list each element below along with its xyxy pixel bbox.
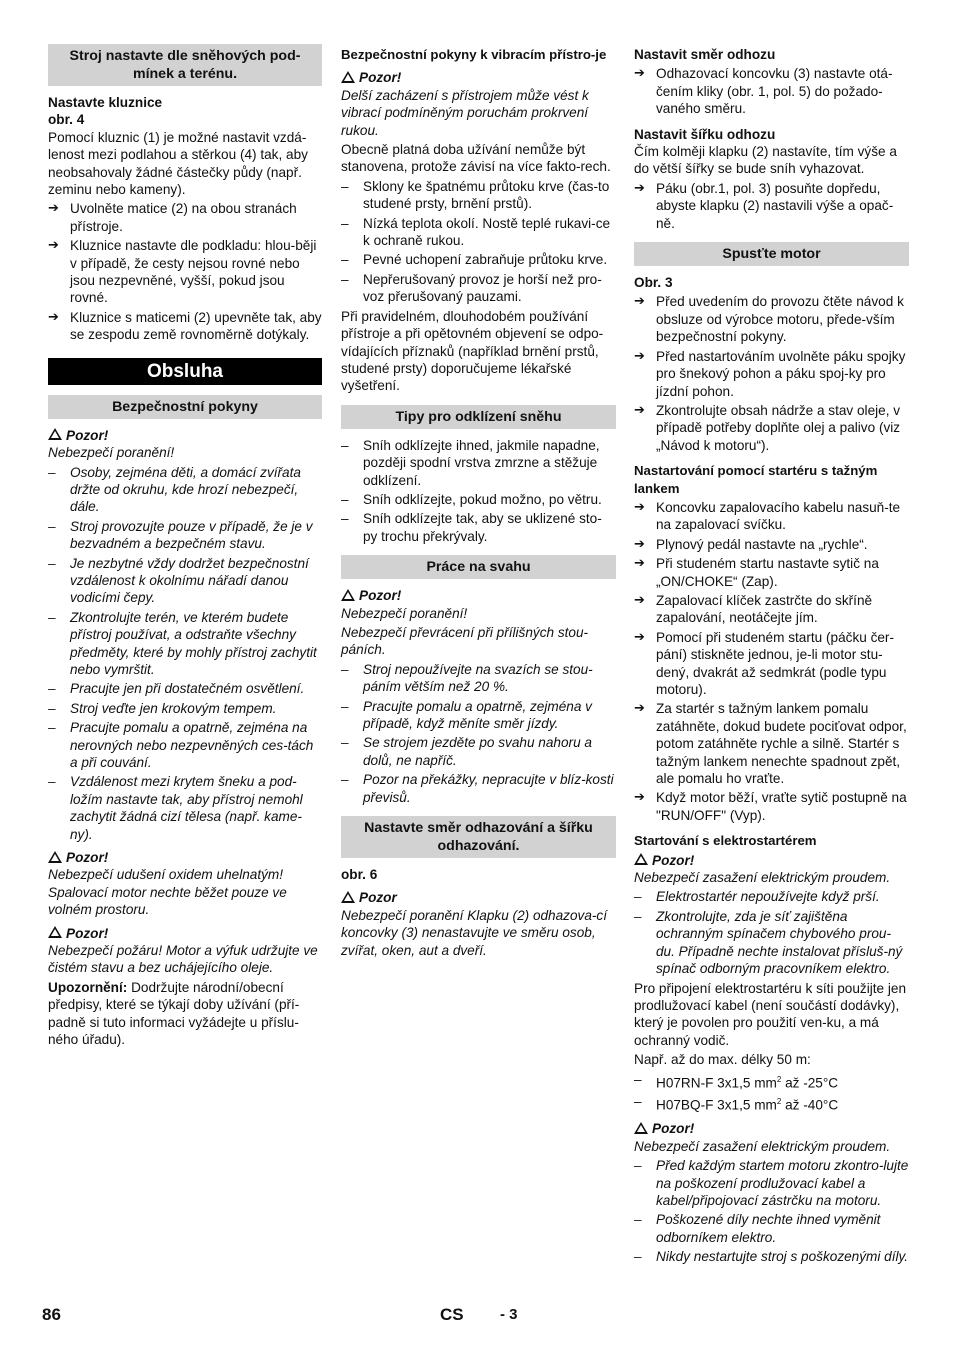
list-item: ➔ Před uvedením do provozu čtěte návod k obsluze od výrobce motoru, přede-vším bezpečnostní pokyny. [634, 293, 909, 345]
warning-heading [341, 587, 616, 604]
list-item: ➔ Koncovku zapalovacího kabelu nasuň-te na zapalovací svíčku. [634, 499, 909, 534]
paragraph: Např. až do max. délky 50 m: [634, 1052, 811, 1068]
list-item: ➔ Zapalovací klíček zastrčte do skříně zapalování, neotáčejte jím. [634, 592, 909, 627]
list-item: – Nikdy nestartujte stroj s poškozenými díly. [634, 1248, 909, 1265]
heading-electric-start: Startování s elektrostartérem [634, 833, 817, 849]
list-item: – Sníh odklízejte tak, aby se uklizené sto-py trochu překrývaly. [341, 510, 616, 545]
list-item: – Stroj nepoužívejte na svazích se stou-páním větším než 20 %. [341, 661, 616, 696]
list-item: – Nízká teplota okolí. Nostě teplé rukavi-ce k ochraně rukou. [341, 215, 616, 250]
list-item: – Stroj provozujte pouze v případě, že je v bezvadném a bezpečném stavu. [48, 518, 322, 553]
list-item: – Pozor na překážky, nepracujte v blíz-kosti převisů. [341, 771, 616, 806]
dash-list [341, 178, 616, 306]
warning-triangle-icon [634, 1122, 648, 1134]
list-item: ➔ Páku (obr.1, pol. 3) posuňte dopředu, abyste klapku (2) nastavili výše a opač-ně. [634, 180, 909, 232]
dash-list [634, 1071, 909, 1115]
heading-pull-start: Nastartování pomocí startéru s tažným lankem [634, 463, 878, 496]
paragraph: Pomocí kluznic (1) je možné nastavit vzdá-lenost mezi podlahou a stěrkou (4) tak, aby neobsahovaly žádné částečky půdy (např. zeminu nebo kameny). [48, 129, 308, 198]
list-item: ➔ Odhazovací koncovku (3) nastavte otá-čením kliky (obr. 1, pol. 5) do požado-vaného směru. [634, 65, 909, 117]
warning-label: Pozor! [66, 427, 109, 443]
list-item: – Před každým startem motoru zkontro-lujte na poškození prodlužovací kabel a kabel/připojovací zástrčku na motoru. [634, 1157, 909, 1209]
arrow-list [634, 499, 909, 824]
warning-heading [634, 852, 909, 869]
page-number: 86 [42, 1305, 61, 1324]
dash-list [341, 437, 616, 545]
list-item: – Nepřerušovaný provoz je horší než pro-voz přerušovaný pauzami. [341, 271, 616, 306]
warning-label: Pozor! [66, 850, 109, 866]
list-item: – Se strojem jezděte po svahu nahoru a dolů, ne napříč. [341, 734, 616, 769]
language-code: CS [440, 1305, 464, 1324]
list-item: – Poškozené díly nechte ihned vyměnit odborníkem elektro. [634, 1211, 909, 1246]
warning-label: Pozor! [66, 925, 109, 941]
section-page-number: - 3 [500, 1306, 518, 1323]
note-label: Upozornění: [48, 979, 128, 995]
list-item: – Pracujte pomalu a opatrně, zejména na nerovných nebo nezpevněných ces-tách a při couvání. [48, 719, 322, 771]
paragraph: Nebezpečí zasažení elektrickým proudem. [634, 1138, 891, 1154]
list-item: ➔ Zkontrolujte obsah nádrže a stav oleje, v případě potřeby doplňte olej a palivo (viz „Návod k motoru“). [634, 402, 909, 454]
warning-heading [48, 427, 322, 444]
paragraph: Nebezpečí poranění! [341, 605, 468, 621]
list-item: – Zkontrolujte, zda je síť zajištěna ochranným spínačem chybového prou-du. Případně nechte instalovat přísluš-ný spínač odborným pracovníkem elektro. [634, 908, 909, 978]
paragraph: Čím kolměji klapku (2) nastavíte, tím výše a do větší šířky se bude sníh vyhazovat. [634, 144, 897, 177]
warning-triangle-icon [341, 71, 355, 83]
list-item: ➔ Uvolněte matice (2) na obou stranách přístroje. [48, 200, 322, 235]
column-right [634, 44, 909, 1268]
section-header-safety: Bezpečnostní pokyny [48, 395, 322, 419]
list-item: – Sníh odklízejte, pokud možno, po větru. [341, 491, 616, 508]
list-item: ➔ Kluznice nastavte dle podkladu: hlou-běji v případě, že cesty nejsou rovné nebo jsou nezpevněné, vyšší, pokud jsou rovné. [48, 237, 322, 307]
paragraph: Při pravidelném, dlouhodobém používání přístroje a při opětovném objevení se odpo-vídajících příznaků (například brnění prstů, studené prsty) doporučujeme lékařské vyšetření. [341, 308, 604, 394]
list-item: – Vzdálenost mezi krytem šneku a pod-ložím nastavte tak, aby přístroj nemohl zachytit žádná cizí tělesa (např. kame-ny). [48, 773, 322, 843]
list-item: – Pracujte pomalu a opatrně, zejména v případě, když měníte směr jízdy. [341, 698, 616, 733]
list-item: ➔ Když motor běží, vraťte sytič postupně na "RUN/OFF" (Vyp). [634, 789, 909, 824]
paragraph: Nebezpečí udušení oxidem uhelnatým! Spalovací motor nechte běžet pouze ve volném prostoru. [48, 867, 287, 918]
section-header-snow-tips: Tipy pro odklízení sněhu [341, 405, 616, 429]
arrow-list [48, 200, 322, 343]
warning-label: Pozor! [652, 852, 695, 868]
section-header-snow-conditions: Stroj nastavte dle sněhových pod- mínek a terénu. [48, 44, 322, 86]
warning-label: Pozor! [652, 1121, 695, 1137]
arrow-list [634, 180, 909, 232]
list-item: ➔ Při studeném startu nastavte sytič na „ON/CHOKE“ (Zap). [634, 555, 909, 590]
paragraph: Nebezpečí převrácení při přílišných stou-páních. [341, 624, 589, 658]
warning-label: Pozor [359, 890, 397, 906]
warning-triangle-icon [341, 891, 355, 903]
paragraph: Nebezpečí poranění Klapku (2) odhazova-cí koncovky (3) nenastavujte ve směru osob, zvířat, oken, aut a dveří. [341, 907, 607, 958]
heading-throw-direction: Nastavit směr odhozu [634, 47, 776, 62]
arrow-list [634, 65, 909, 117]
paragraph: Nebezpečí poranění! [48, 445, 175, 461]
list-item: – Stroj veďte jen krokovým tempem. [48, 700, 322, 717]
column-middle [341, 44, 616, 961]
heading-throw-width: Nastavit šířku odhozu [634, 126, 776, 142]
warning-heading [341, 69, 616, 86]
list-item: ➔ Pomocí při studeném startu (páčku čer-pání) stiskněte jednou, je-li motor stu-dený, dvakrát až sedmkrát (podle typu motoru). [634, 629, 909, 699]
heading-kluznice: Nastavte kluznice [48, 95, 163, 110]
list-item: – Osoby, zejména děti, a domácí zvířata držte od okruhu, kde hrozí nebezpečí, dále. [48, 464, 322, 516]
list-item: – Pracujte jen při dostatečném osvětlení. [48, 680, 322, 697]
section-header-start-engine: Spusťte motor [634, 242, 909, 266]
list-item: ➔ Kluznice s maticemi (2) upevněte tak, aby se zespodu země rovnoměrně dotýkaly. [48, 309, 322, 344]
list-item: – Zkontrolujte terén, ve kterém budete přístroj používat, a odstraňte všechny předměty, které by mohly přístroj zachytit nebo vymrštit. [48, 609, 322, 679]
warning-heading [48, 849, 322, 866]
list-item: – Pevné uchopení zabraňuje průtoku krve. [341, 251, 616, 268]
warning-triangle-icon [634, 853, 648, 865]
dash-list [634, 1157, 909, 1265]
list-item: ➔ Za startér s tažným lankem pomalu zatáhněte, dokud budete pociťovat odpor, potom zatáhněte rychle a silně. Startér s tažným lankem nenechte spadnout zpět, ale pomalu ho vraťte. [634, 700, 909, 787]
list-item: – Sníh odklízejte ihned, jakmile napadne, později spodní vrstva zmrzne a stěžuje odklízení. [341, 437, 616, 489]
warning-triangle-icon [341, 589, 355, 601]
section-header-slope: Práce na svahu [341, 555, 616, 579]
warning-heading [634, 1120, 909, 1137]
paragraph: Obecně platná doba užívání nemůže být stanovena, protože závisí na více fakto-rech. [341, 142, 611, 175]
dash-list [341, 661, 616, 806]
section-header-throw-direction: Nastavte směr odhazování a šířku odhazování. [341, 816, 616, 858]
paragraph: Delší zacházení s přístrojem může vést k vibrací podmíněným poruchám prokrvení rukou. [341, 87, 589, 138]
warning-triangle-icon [48, 428, 62, 440]
warning-triangle-icon [48, 926, 62, 938]
warning-label: Pozor! [359, 588, 402, 604]
note-text: Dodržujte národní/obecní předpisy, které se týkají doby užívání (pří-padně si tuto informaci vyžádejte u příslu-ného úřadu). [48, 979, 300, 1048]
list-item-cable: – H07BQ-F 3x1,5 $mm^2$ až -40°C [634, 1093, 909, 1114]
column-left [48, 44, 322, 1051]
list-item: ➔ Plynový pedál nastavte na „rychle“. [634, 536, 909, 553]
warning-triangle-icon [48, 851, 62, 863]
list-item: ➔ Před nastartováním uvolněte páku spojky pro šnekový pohon a páku spoj-ky pro jízdní pohon. [634, 348, 909, 400]
list-item: – Je nezbytné vždy dodržet bezpečnostní vzdálenost k okolnímu nářadí danou vodicími čepy. [48, 555, 322, 607]
warning-label: Pozor! [359, 70, 402, 86]
list-item: – Sklony ke špatnému průtoku krve (čas-to studené prsty, brnění prstů). [341, 178, 616, 213]
note-paragraph [48, 979, 322, 1049]
warning-heading [341, 889, 616, 906]
figure-ref: obr. 4 [48, 112, 85, 128]
list-item-cable: – H07RN-F 3x1,5 $mm^2$ až -25°C [634, 1071, 909, 1092]
paragraph: Nebezpečí požáru! Motor a výfuk udržujte ve čistém stavu a bez uchájejícího oleje. [48, 943, 318, 976]
list-item: – Elektrostartér nepoužívejte když prší. [634, 888, 909, 905]
paragraph: Pro připojení elektrostartéru k síti použijte jen prodlužovací kabel (není součástí dodávky), který je povolen pro použití ven-ku, a má ochranný vodič. [634, 980, 907, 1048]
figure-ref: Obr. 3 [634, 275, 673, 291]
chapter-title-obsluha: Obsluha [48, 358, 322, 385]
dash-list [634, 888, 909, 977]
figure-ref: obr. 6 [341, 867, 378, 883]
arrow-list [634, 293, 909, 454]
heading-vibrations: Bezpečnostní pokyny k vibracím přístro-je [341, 47, 607, 62]
paragraph: Nebezpečí zasažení elektrickým proudem. [634, 870, 891, 886]
dash-list [48, 464, 322, 844]
warning-heading [48, 925, 322, 942]
